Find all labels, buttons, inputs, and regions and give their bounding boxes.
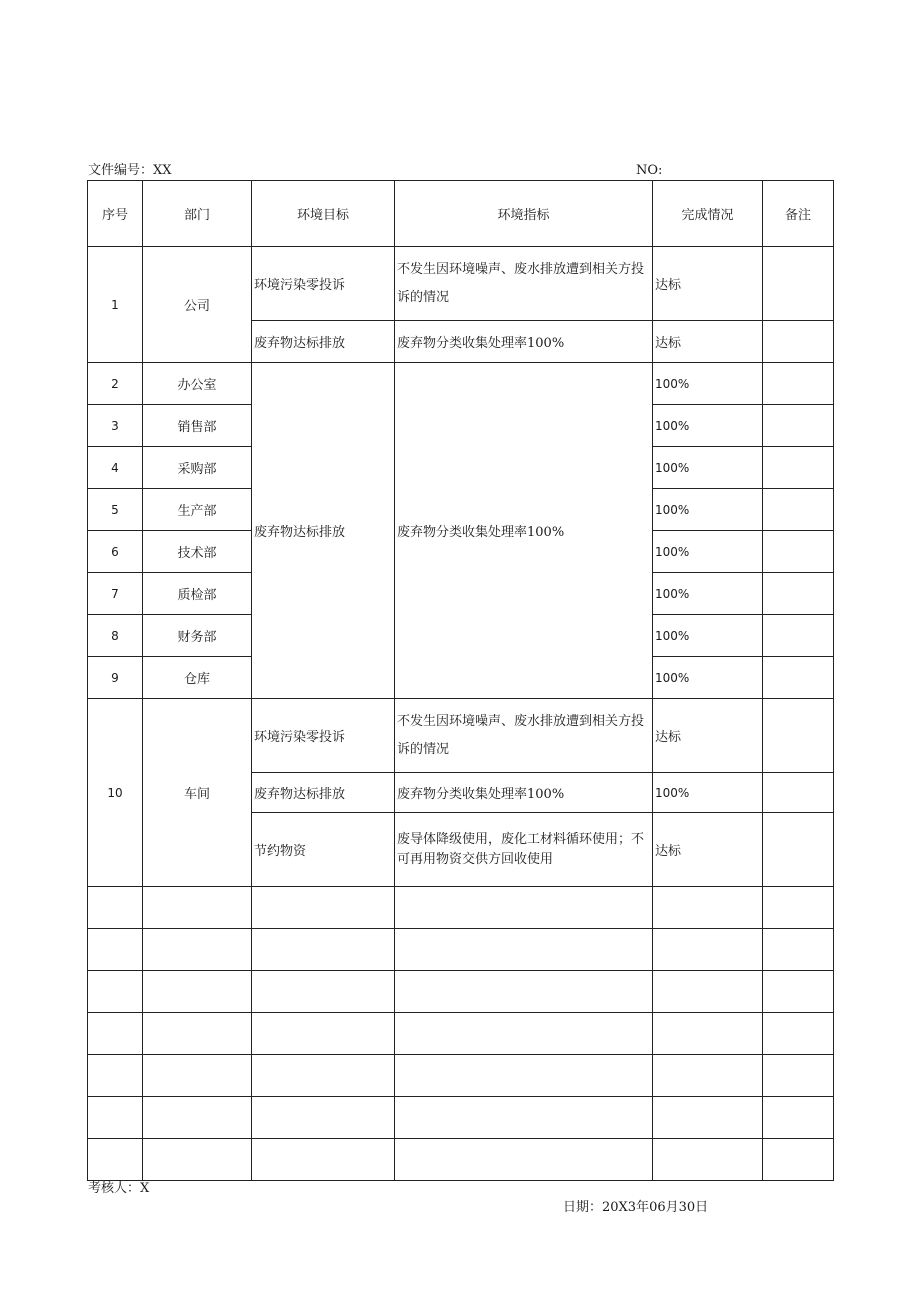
row-status: 达标 (653, 699, 763, 773)
table-row (88, 699, 834, 773)
row-department: 办公室 (143, 363, 252, 405)
departments-indicator: 废弃物分类收集处理率100% (395, 363, 653, 699)
row-remark (763, 813, 834, 887)
empty-row (88, 929, 834, 971)
row-indicator: 不发生因环境噪声、废水排放遭到相关方投诉的情况 (395, 699, 653, 773)
row-index: 8 (88, 615, 143, 657)
row-status: 100% (653, 531, 763, 573)
row-remark (763, 363, 834, 405)
row-status: 100% (653, 773, 763, 813)
column-header-remark: 备注 (763, 181, 834, 247)
row-index: 2 (88, 363, 143, 405)
row-index: 3 (88, 405, 143, 447)
row-remark (763, 321, 834, 363)
document-number: 文件编号：XX (88, 163, 172, 178)
row-status: 达标 (653, 321, 763, 363)
row-department: 技术部 (143, 531, 252, 573)
row-remark (763, 773, 834, 813)
row-index: 6 (88, 531, 143, 573)
departments-goal: 废弃物达标排放 (252, 363, 395, 699)
row-department: 生产部 (143, 489, 252, 531)
row-index: 1 (88, 247, 143, 363)
row-goal: 废弃物达标排放 (252, 321, 395, 363)
row-goal: 环境污染零投诉 (252, 247, 395, 321)
row-indicator: 废弃物分类收集处理率100% (395, 321, 653, 363)
row-indicator: 废导体降级使用，废化工材料循环使用；不可再用物资交供方回收使用 (395, 813, 653, 887)
row-remark (763, 657, 834, 699)
row-goal: 废弃物达标排放 (252, 773, 395, 813)
row-indicator: 不发生因环境噪声、废水排放遭到相关方投诉的情况 (395, 247, 653, 321)
row-department: 质检部 (143, 573, 252, 615)
row-department: 公司 (143, 247, 252, 363)
row-remark (763, 489, 834, 531)
row-remark (763, 531, 834, 573)
row-status: 100% (653, 615, 763, 657)
row-index: 4 (88, 447, 143, 489)
column-header-index: 序号 (88, 181, 143, 247)
empty-row (88, 1013, 834, 1055)
row-status: 达标 (653, 813, 763, 887)
row-status: 100% (653, 489, 763, 531)
reviewer-label: 考核人：X (88, 1181, 150, 1196)
empty-row (88, 1139, 834, 1181)
column-header-status: 完成情况 (653, 181, 763, 247)
row-index: 9 (88, 657, 143, 699)
row-status: 达标 (653, 247, 763, 321)
row-status: 100% (653, 657, 763, 699)
row-department: 车间 (143, 699, 252, 887)
row-indicator: 废弃物分类收集处理率100% (395, 773, 653, 813)
row-department: 采购部 (143, 447, 252, 489)
row-status: 100% (653, 363, 763, 405)
row-status: 100% (653, 447, 763, 489)
row-status: 100% (653, 405, 763, 447)
empty-row (88, 887, 834, 929)
row-goal: 环境污染零投诉 (252, 699, 395, 773)
empty-row (88, 1055, 834, 1097)
row-department: 销售部 (143, 405, 252, 447)
column-header-department: 部门 (143, 181, 252, 247)
table-header-row (88, 181, 834, 247)
row-index: 7 (88, 573, 143, 615)
row-goal: 节约物资 (252, 813, 395, 887)
column-header-goal: 环境目标 (252, 181, 395, 247)
environment-target-table (87, 180, 834, 1181)
row-remark (763, 573, 834, 615)
document-no-label: NO: (636, 163, 663, 178)
column-header-indicator: 环境指标 (395, 181, 653, 247)
row-remark (763, 447, 834, 489)
empty-row (88, 1097, 834, 1139)
table-row (88, 363, 834, 405)
row-department: 仓库 (143, 657, 252, 699)
row-index: 5 (88, 489, 143, 531)
row-index: 10 (88, 699, 143, 887)
table-row (88, 247, 834, 321)
row-remark (763, 247, 834, 321)
empty-row (88, 971, 834, 1013)
row-department: 财务部 (143, 615, 252, 657)
row-remark (763, 699, 834, 773)
date-label: 日期：20X3年06月30日 (563, 1200, 709, 1215)
row-remark (763, 405, 834, 447)
row-status: 100% (653, 573, 763, 615)
row-remark (763, 615, 834, 657)
